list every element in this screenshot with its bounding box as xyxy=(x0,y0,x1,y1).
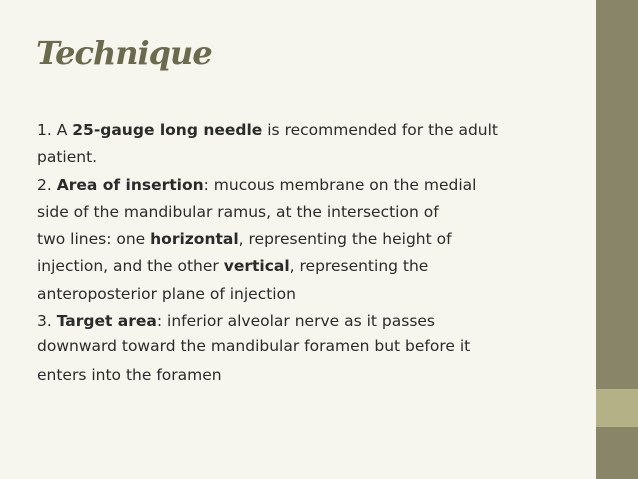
body-line-3: 2. Area of insertion: mucous membrane on the medial xyxy=(37,175,477,194)
body-line-1: 1. A 25-gauge long needle is recommended for the adult xyxy=(37,121,498,139)
body-line-4: side of the mandibular ramus, at the intersection of xyxy=(37,202,439,221)
body-line-8: 3. Target area: inferior alveolar nerve as it passes xyxy=(37,312,436,331)
slide-title: Technique xyxy=(36,34,212,72)
right-decorative-bar xyxy=(596,0,638,479)
body-line-9: downward toward the mandibular foramen but before it xyxy=(37,337,471,356)
body-line-2: patient. xyxy=(37,148,98,167)
body-line-5: two lines: one horizontal, representing the height of xyxy=(37,230,452,249)
slide-body xyxy=(37,117,585,387)
body-line-10: enters into the foramen xyxy=(37,366,222,385)
body-line-6: injection, and the other vertical, representing the xyxy=(37,257,429,276)
right-bar-accent-block xyxy=(596,389,638,427)
body-line-7: anteroposterior plane of injection xyxy=(37,284,296,303)
